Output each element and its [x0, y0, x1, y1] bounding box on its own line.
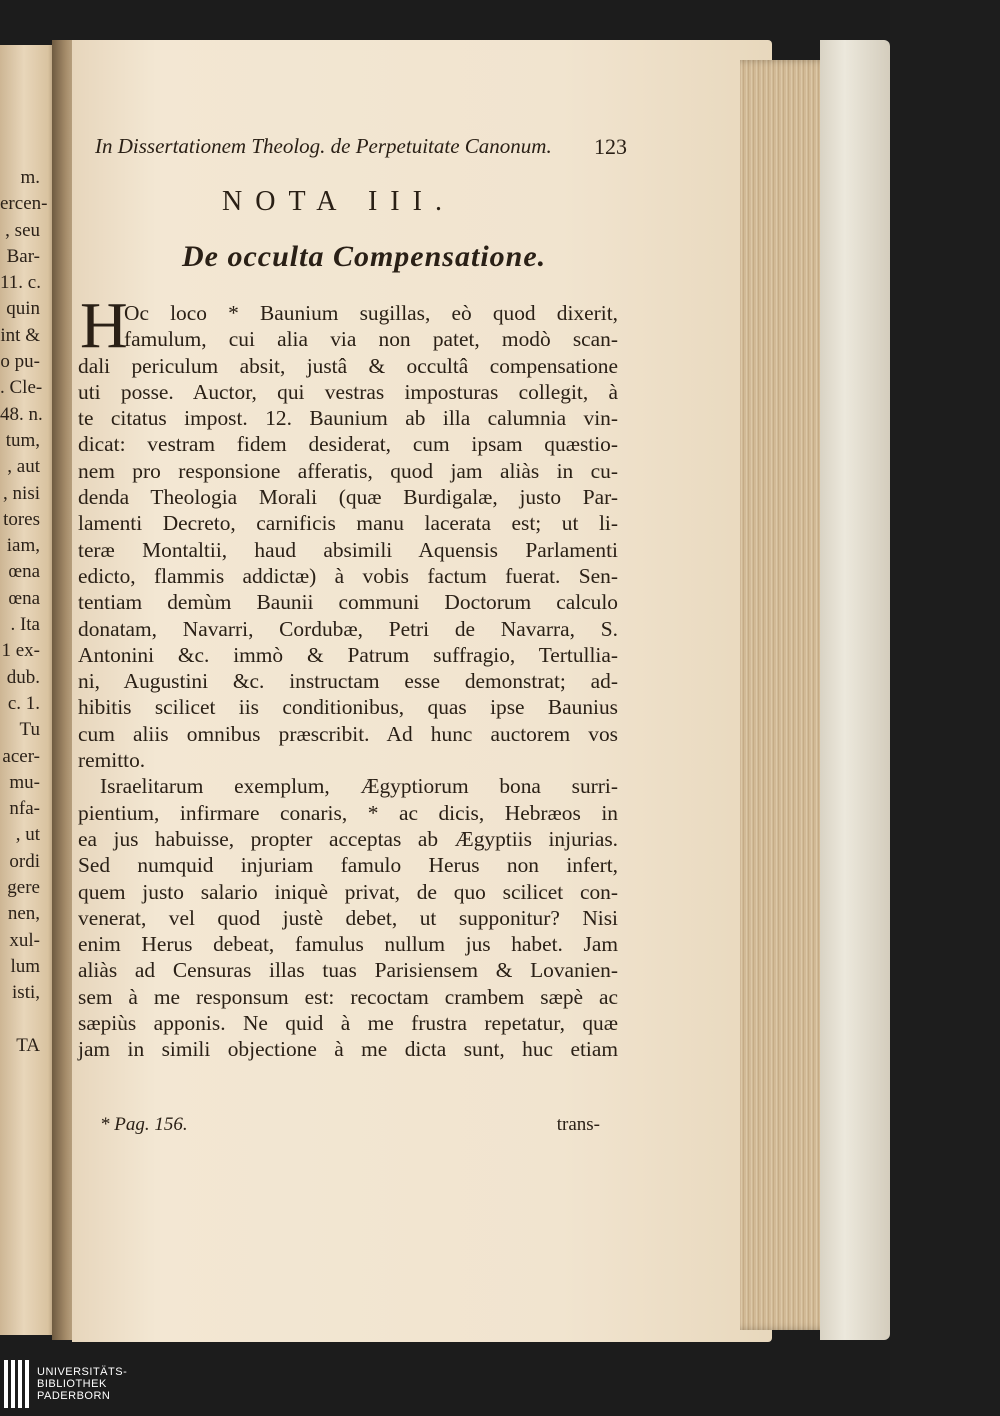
left-page-fragment: 1 ex- [1, 640, 40, 662]
left-page-fragment: 48. n. [0, 403, 43, 425]
left-page-fragment: , aut [7, 456, 40, 478]
left-page-fragment: 11. c. [0, 272, 41, 294]
book-cover [820, 40, 890, 1340]
text-line: nem pro responsione afferatis, quod jam aliàs in cu- [78, 458, 618, 483]
text-line: pientium, infirmare conaris, * ac dicis, Hebræos in [78, 800, 618, 825]
page-number: 123 [594, 134, 627, 159]
text-line: remitto. [78, 748, 146, 773]
section-heading: NOTA III. [222, 186, 455, 217]
text-line: hibitis scilicet iis conditionibus, quas ipse Baunius [78, 695, 618, 720]
text-line: Oc loco * Baunium sugillas, eò quod dixerit, [124, 301, 618, 325]
left-page-fragment: mu- [9, 771, 40, 793]
left-page-fragment: Bar- [6, 245, 40, 267]
left-page-fragment: . Cle- [0, 377, 43, 399]
text-line: uti posse. Auctor, qui vestras imposturas collegit, à [78, 379, 618, 404]
text-line: aliàs ad Censuras illas tuas Parisiensem & Lovanien- [78, 958, 618, 983]
body-text [78, 300, 618, 1063]
text-line: enim Herus debeat, famulus nullum jus habet. Jam [78, 932, 618, 957]
left-page-fragment: nfa- [9, 798, 40, 820]
left-page-fragment: quin [6, 298, 40, 320]
catchword: trans- [556, 1114, 600, 1135]
text-line: donatam, Navarri, Cordubæ, Petri de Navarra, S. [78, 616, 618, 641]
text-line: sem à me responsum est: recoctam crambem sæpè ac [78, 984, 618, 1009]
left-page-fragment: ordi [9, 850, 40, 872]
text-line: te citatus impost. 12. Baunium ab illa calumnia vin- [78, 406, 618, 431]
left-page-fragment: . Ita [10, 614, 40, 636]
left-page-fragment: , nisi [3, 482, 40, 504]
page-footer [100, 1114, 600, 1136]
drop-cap: H [80, 289, 128, 362]
text-line: ea jus habuisse, propter acceptas ab Ægyptiis injurias. [78, 826, 618, 851]
left-page-fragment: iam, [6, 535, 40, 557]
left-page-fragment: o pu- [0, 351, 40, 373]
running-header [95, 134, 627, 160]
paragraph-1 [78, 300, 618, 773]
left-page-fragment: c. 1. [7, 692, 40, 714]
text-line: dicat: vestram fidem desiderat, cum ipsam quæstio- [78, 432, 618, 457]
text-line: tentiam demùm Baunii communi Doctorum calculo [78, 590, 618, 615]
left-page-fragment: lum [10, 955, 40, 977]
left-page-fragment: acer- [2, 745, 40, 767]
text-line: famulum, cui alia via non patet, modò scan- [124, 327, 618, 352]
text-line: teræ Montaltii, haud absimili Aquensis Parlamenti [78, 537, 618, 562]
running-title: In Dissertationem Theolog. de Perpetuitate Canonum. [95, 134, 552, 158]
left-page-fragment: ercen- [0, 193, 48, 215]
text-line: Antonini &c. immò & Patrum suffragio, Tertullia- [78, 642, 618, 667]
left-page [0, 45, 60, 1335]
left-page-fragment: gere [7, 877, 40, 899]
text-line: Israelitarum exemplum, Ægyptiorum bona surri- [100, 774, 618, 799]
section-subheading: De occulta Compensatione. [182, 240, 547, 273]
left-page-text [0, 165, 48, 1059]
left-page-fragment: int & [0, 324, 40, 346]
text-line: cum aliis omnibus præscribit. Ad hunc auctorem vos [78, 721, 618, 746]
text-line: ni, Augustini &c. instructam esse demonstrat; ad- [78, 669, 618, 694]
left-page-fragment: isti, [12, 982, 40, 1004]
background [890, 0, 1000, 1416]
text-line: Sed numquid injuriam famulo Herus non infert, [78, 853, 618, 878]
text-line: denda Theologia Morali (quæ Burdigalæ, justo Par- [78, 485, 618, 510]
logo-text: UNIVERSITÄTS- BIBLIOTHEK PADERBORN [37, 1366, 128, 1402]
left-page-fragment: m. [20, 167, 40, 188]
footnote: * Pag. 156. [100, 1114, 188, 1135]
library-logo [4, 1360, 127, 1408]
logo-mark-icon [4, 1360, 29, 1408]
left-page-fragment: œna [8, 587, 40, 609]
left-page-fragment: , ut [15, 824, 40, 846]
left-page-fragment: nen, [7, 903, 40, 925]
left-page-fragment: tores [3, 508, 40, 530]
left-page-fragment [0, 1007, 40, 1033]
left-page-fragment: œna [8, 561, 40, 583]
left-page-fragment: dub. [6, 666, 40, 688]
text-line: jam in simili objectione à me dicta sunt, huc etiam [78, 1037, 618, 1062]
text-line: sæpiùs apponis. Ne quid à me frustra repetatur, quæ [78, 1011, 618, 1036]
left-page-fragment: tum, [5, 429, 40, 451]
text-line: edicto, flammis addictæ) à vobis factum fuerat. Sen- [78, 563, 618, 588]
left-page-fragment: TA [16, 1034, 40, 1056]
text-line: dali periculum absit, justâ & occultâ compensatione [78, 353, 618, 378]
left-page-fragment: Tu [19, 719, 40, 741]
text-line: venerat, vel quod justè debet, ut supponitur? Nisi [78, 905, 618, 930]
text-line: lamenti Decreto, carnificis manu lacerata est; ut li- [78, 511, 618, 536]
paragraph-2 [78, 773, 618, 1062]
left-page-fragment: , seu [5, 219, 40, 241]
text-line: quem justo salario iniquè privat, de quo scilicet con- [78, 879, 618, 904]
left-page-fragment: xul- [9, 929, 40, 951]
